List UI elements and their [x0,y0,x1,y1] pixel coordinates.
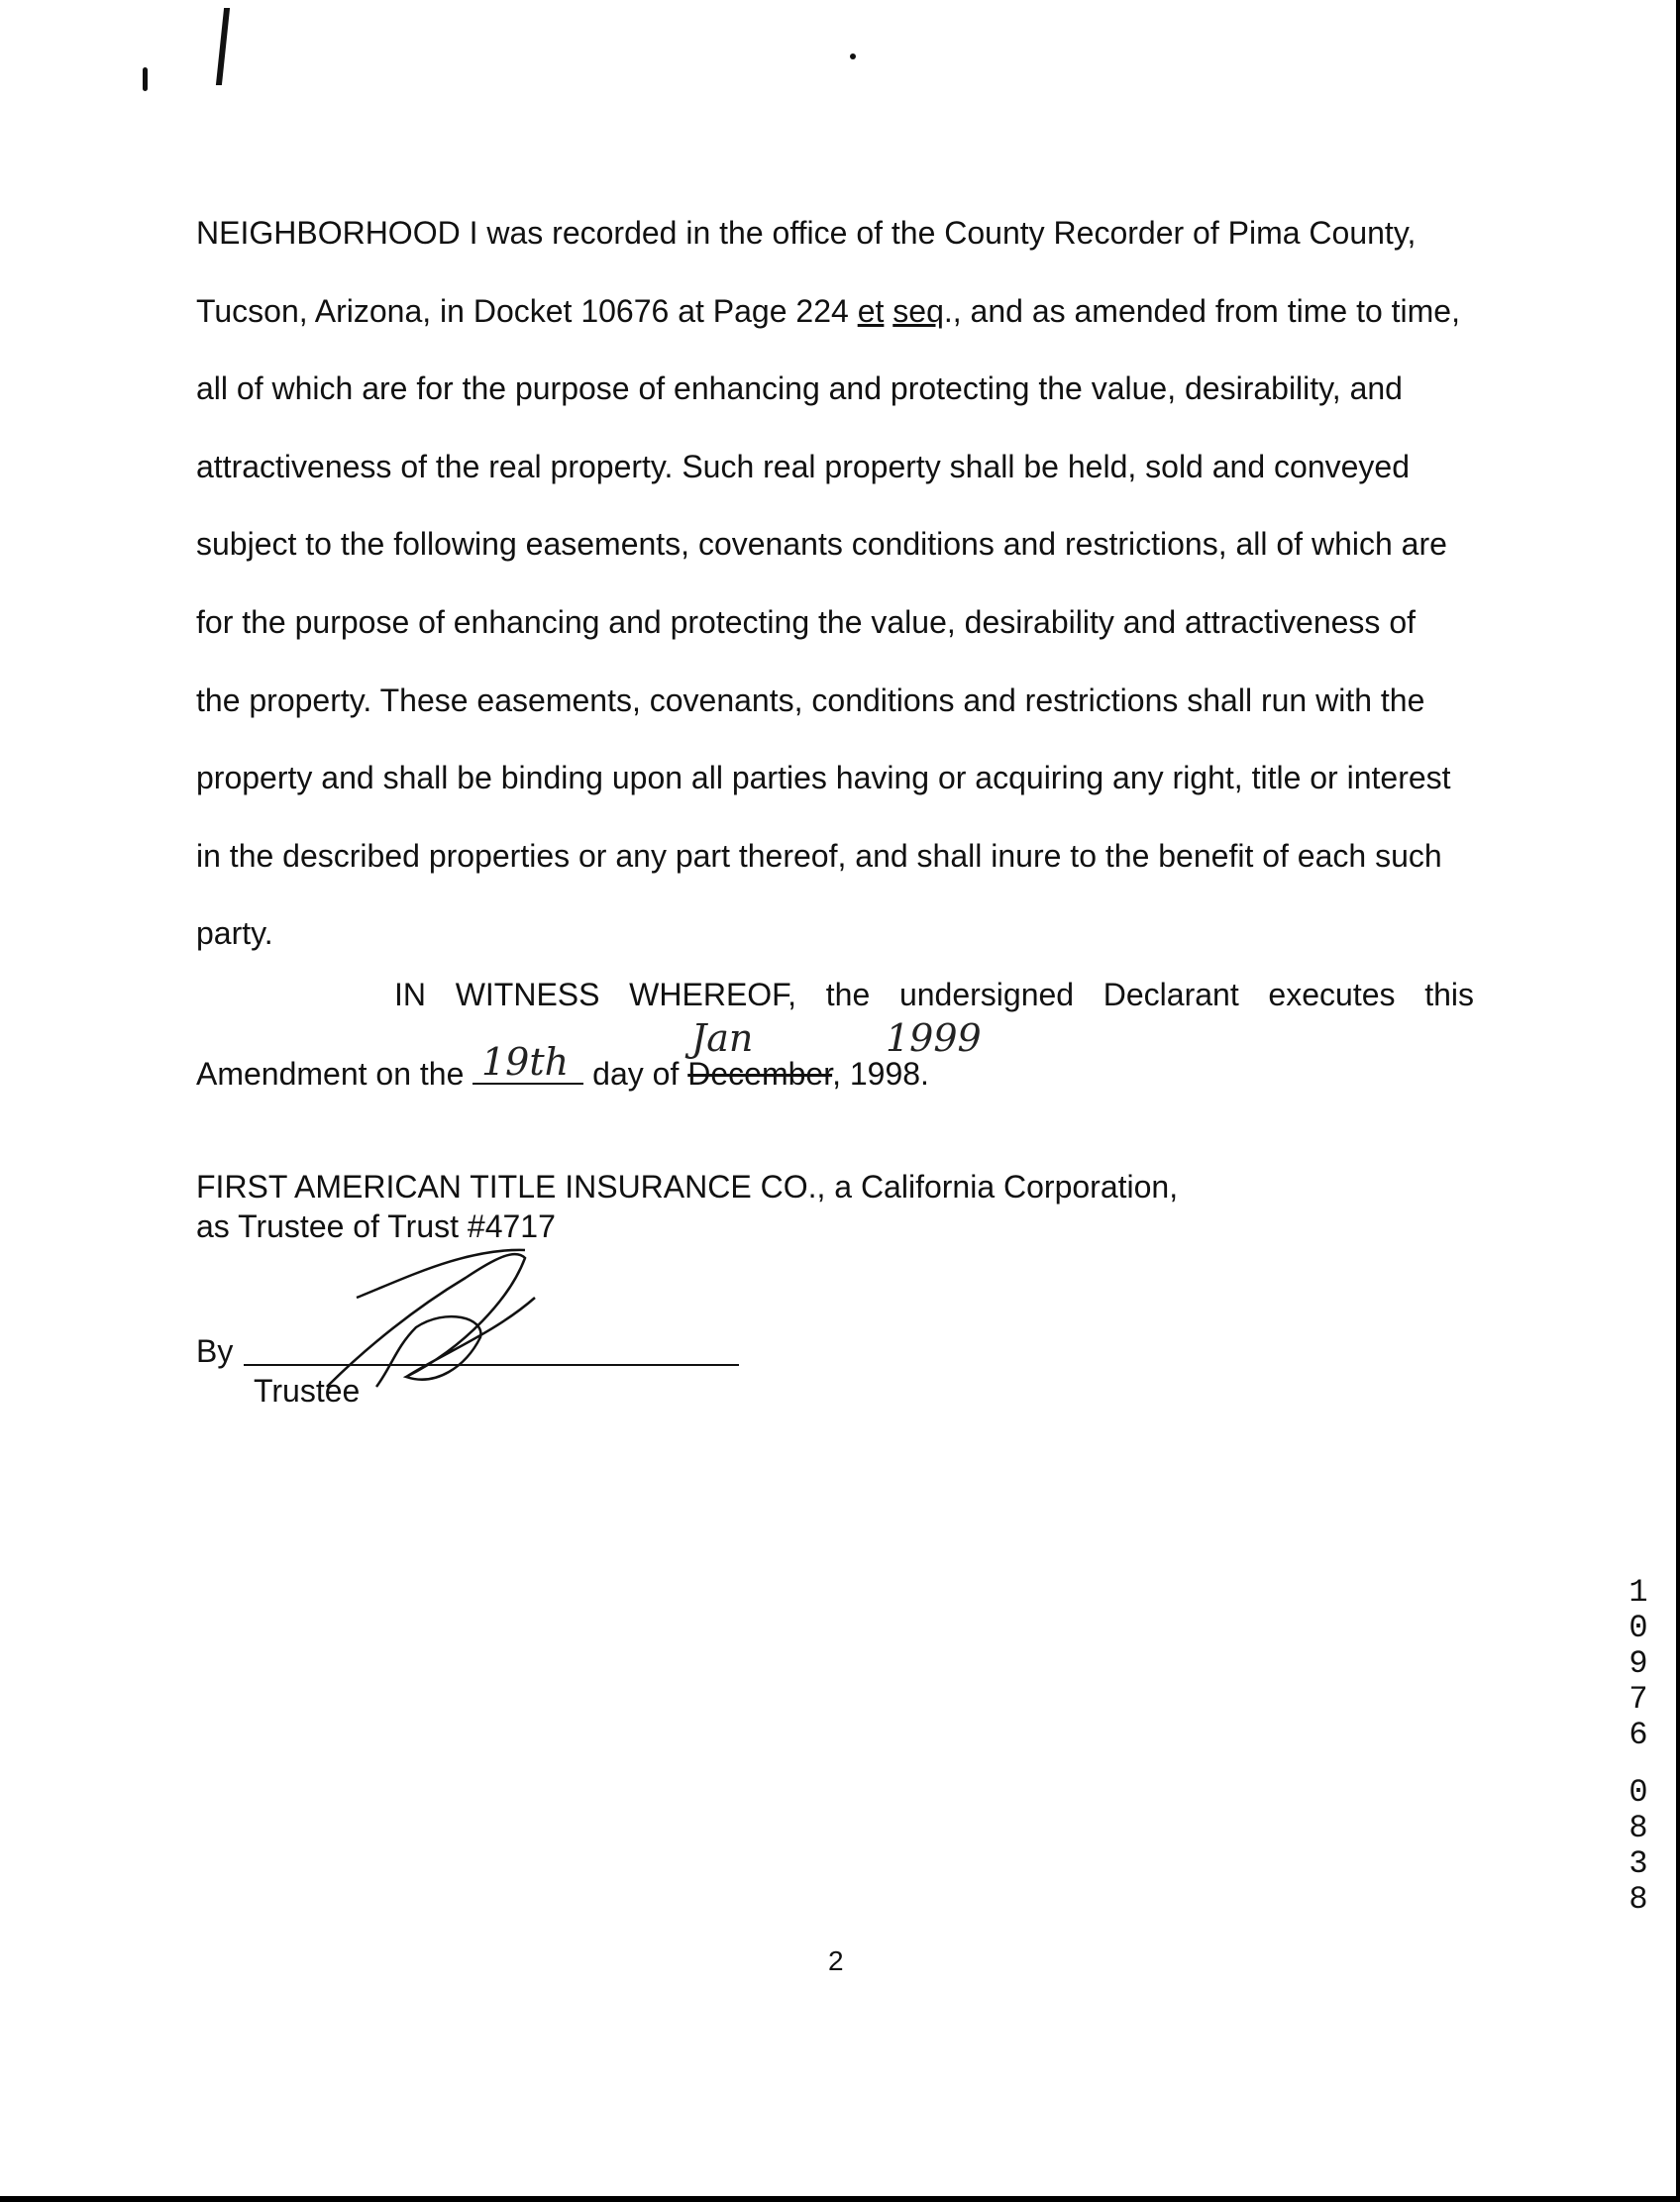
trust-line: as Trustee of Trust #4717 [196,1208,556,1244]
amendment-date-line: Amendment on the day of December, 1998. [196,1056,929,1092]
witness-clause [196,955,1474,1113]
by-label: By [196,1333,234,1369]
recording-stamp [1619,1575,1658,1918]
stamp-digit: 0 [1628,1610,1648,1646]
stamp-digit: 0 [1628,1774,1648,1811]
signature-scribble [297,1238,555,1407]
handwritten-day: 19th [481,1040,570,1084]
stamp-digit: 8 [1628,1881,1648,1918]
body-line: subject to the following easements, covenants conditions and restrictions, all of which are [196,526,1447,563]
handwritten-month: Jan [691,1016,754,1060]
page-number: 2 [828,1945,844,1976]
struck-month: December [687,1056,833,1092]
body-line: for the purpose of enhancing and protecting the value, desirability and attractiveness of [196,603,1416,640]
scan-mark [216,8,230,85]
body-line: party. [196,915,273,952]
witness-line: IN WITNESS WHEREOF, the undersigned Declarant executes this [394,977,1474,1012]
stamp-digit: 1 [1628,1574,1648,1611]
body-line: attractiveness of the real property. Such real property shall be held, sold and conveyed [196,448,1410,484]
stamp-digit: 3 [1628,1845,1648,1882]
stamp-digit: 6 [1628,1717,1648,1753]
et-underlined: et [857,292,885,329]
body-paragraph [196,194,1474,973]
body-line: all of which are for the purpose of enhancing and protecting the value, desirability, and [196,370,1403,407]
stamp-digit: 9 [1628,1645,1648,1682]
corporation-name [196,1167,1178,1246]
trustee-label: Trustee [254,1373,361,1409]
body-line-docket: Tucson, Arizona, in Docket 10676 at Page 224 et seq., and as amended from time to time, [196,292,1460,329]
body-line: in the described properties or any part thereof, and shall inure to the benefit of each such [196,837,1442,874]
corp-line: FIRST AMERICAN TITLE INSURANCE CO., a California Corporation, [196,1169,1179,1205]
body-line: NEIGHBORHOOD I was recorded in the office of the County Recorder of Pima County, [196,215,1417,251]
stamp-gap [1619,1753,1658,1775]
body-line: the property. These easements, covenants, conditions and restrictions shall run with the [196,682,1425,718]
seq-underlined: seq [892,292,944,329]
scan-mark [143,67,148,91]
stamp-digit: 8 [1628,1810,1648,1846]
handwritten-year: 1999 [886,1016,982,1060]
body-line: property and shall be binding upon all parties having or acquiring any right, title or interest [196,760,1451,796]
scan-mark [850,53,856,59]
stamp-digit: 7 [1628,1681,1648,1718]
